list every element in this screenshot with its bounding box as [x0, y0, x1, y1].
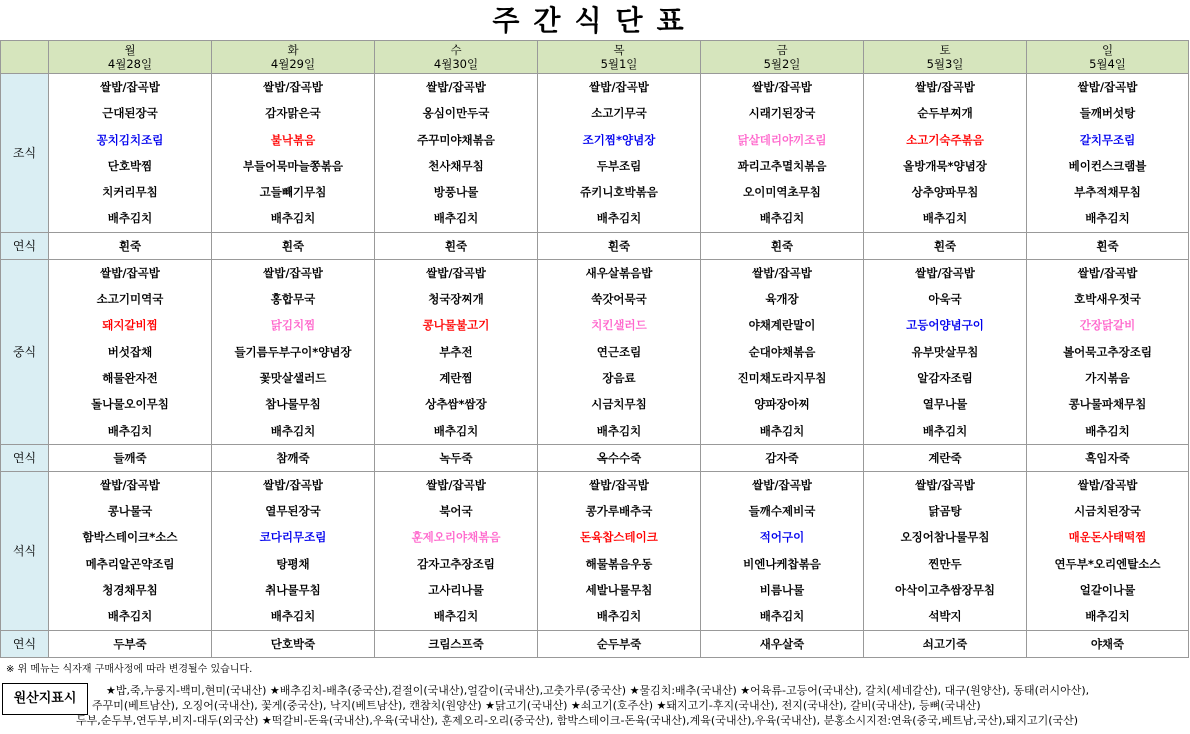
menu-item: 베이컨스크램블	[1068, 158, 1147, 173]
menu-cell	[1027, 74, 1189, 233]
menu-item: 아삭이고추쌈장무침	[895, 583, 995, 598]
menu-item: 천사채무침	[428, 158, 484, 173]
menu-item: 가지볶음	[1085, 370, 1130, 385]
header-row	[1, 41, 1189, 74]
menu-item: 육개장	[765, 292, 799, 307]
snack-item: 옥수수죽	[538, 444, 701, 471]
menu-item: 배추김치	[1085, 423, 1130, 438]
menu-item: 근대된장국	[102, 106, 158, 121]
snack-item: 흑임자죽	[1027, 444, 1189, 471]
menu-item: 올방개묵*양념장	[903, 158, 987, 173]
menu-item: 들기름두부구이*양념장	[234, 344, 352, 359]
menu-item: 장음료	[602, 370, 636, 385]
menu-item: 쌀밥/잡곡밥	[1077, 80, 1138, 94]
menu-item: 석박지	[928, 609, 962, 624]
menu-item: 취나물무침	[265, 583, 321, 598]
menu-item: 상추쌈*쌈장	[425, 397, 487, 412]
menu-item: 쌀밥/잡곡밥	[915, 477, 975, 492]
menu-item: 치킨샐러드	[591, 318, 647, 333]
menu-item: 메추리알곤약조림	[85, 556, 175, 571]
menu-item: 단호박찜	[107, 158, 153, 173]
menu-item: 배추김치	[596, 211, 642, 226]
menu-item: 배추김치	[107, 423, 153, 438]
menu-item: 두부조림	[596, 158, 642, 173]
menu-item: 양파장아찌	[754, 397, 810, 412]
menu-item: 연두부*오리엔탈소스	[1054, 556, 1161, 571]
menu-item: 주꾸미야채볶음	[417, 132, 495, 147]
menu-item: 호박새우젓국	[1074, 292, 1141, 307]
menu-item: 코다리무조림	[259, 530, 327, 545]
menu-item: 북어국	[439, 504, 473, 519]
menu-item: 배추김치	[596, 609, 642, 624]
menu-item: 배추김치	[270, 609, 316, 624]
menu-item: 쌀밥/잡곡밥	[589, 80, 649, 94]
menu-item: 세발나물무침	[585, 583, 653, 598]
snack-item: 크림스프죽	[375, 630, 538, 657]
menu-item: 해물볶음우동	[585, 556, 653, 571]
menu-item: 소고기무국	[591, 106, 647, 121]
menu-item: 간장닭갈비	[1079, 318, 1136, 333]
menu-item: 시금치된장국	[1074, 504, 1141, 519]
menu-item: 콩나물불고기	[422, 318, 490, 333]
origin-line-3: 두부,순두부,연두부,비지-대두(외국산) ★떡갈비-돈육(국내산),우육(국내산), 훈제오리-오리(중국산), 함박스테이크-돈육(국내산),계육(국내산),우육(국내산), 분홍소시지전:연육(중국,베트남,국산),돼지고기(국산)	[76, 714, 1079, 727]
menu-item: 청국장찌개	[428, 292, 484, 307]
menu-item: 새우살볶음밥	[585, 265, 653, 280]
menu-item: 유부맛살무침	[911, 344, 979, 359]
menu-cell	[1027, 471, 1189, 630]
menu-item: 청경채무침	[102, 583, 158, 598]
day-name: 일	[1101, 43, 1114, 57]
menu-item: 배추김치	[270, 423, 316, 438]
menu-item: 배추김치	[1085, 211, 1130, 226]
menu-item: 순대야채볶음	[748, 344, 816, 359]
menu-item: 배추김치	[107, 609, 153, 624]
menu-item: 쌀밥/잡곡밥	[915, 265, 975, 280]
day-header	[212, 41, 375, 74]
menu-item: 시금치무침	[591, 397, 647, 412]
menu-item: 쌀밥/잡곡밥	[100, 477, 160, 492]
menu-item: 콩나물국	[107, 504, 153, 519]
menu-item: 탕평채	[276, 556, 310, 571]
menu-item: 배추김치	[433, 609, 479, 624]
menu-item: 감자고추장조림	[417, 556, 495, 571]
menu-cell	[701, 74, 864, 233]
menu-item: 쌀밥/잡곡밥	[263, 477, 323, 492]
menu-item: 치커리무침	[102, 185, 158, 200]
menu-cell	[375, 259, 538, 444]
menu-item: 배추김치	[922, 211, 968, 226]
day-name: 월	[124, 43, 136, 57]
menu-item: 시래기된장국	[748, 106, 816, 121]
snack-item: 흰죽	[1027, 232, 1189, 259]
snack-item: 흰죽	[864, 232, 1027, 259]
menu-item: 비름나물	[759, 583, 805, 598]
menu-item: 버섯잡채	[107, 344, 153, 359]
menu-cell	[212, 259, 375, 444]
menu-item: 쥬키니호박볶음	[580, 185, 658, 200]
menu-cell	[864, 259, 1027, 444]
menu-item: 닭김치찜	[270, 318, 316, 333]
menu-cell	[375, 74, 538, 233]
menu-item: 함박스테이크*소스	[82, 530, 178, 545]
menu-item: 옹심이만두국	[422, 106, 490, 121]
menu-item: 계란찜	[439, 370, 473, 385]
menu-cell	[864, 74, 1027, 233]
menu-item: 볼어묵고추장조림	[1063, 344, 1152, 359]
menu-cell	[864, 471, 1027, 630]
menu-item: 돈육찹스테이크	[580, 530, 658, 545]
snack-row-1	[1, 232, 1189, 259]
snack-item: 흰죽	[701, 232, 864, 259]
day-header	[49, 41, 212, 74]
menu-item: 배추김치	[1085, 609, 1130, 624]
menu-item: 쌀밥/잡곡밥	[752, 477, 812, 492]
day-name: 수	[450, 43, 462, 57]
menu-cell	[701, 259, 864, 444]
menu-item: 배추김치	[433, 423, 479, 438]
snack-item: 쇠고기죽	[864, 630, 1027, 657]
menu-item: 닭곰탕	[928, 504, 962, 519]
menu-item: 돼지갈비찜	[102, 318, 158, 333]
snack-row-2-label: 연식	[1, 444, 49, 471]
snack-row-3	[1, 630, 1189, 657]
menu-item: 쌀밥/잡곡밥	[263, 265, 323, 280]
menu-item: 감자맑은국	[265, 106, 321, 121]
menu-item: 알감자조림	[917, 370, 973, 385]
menu-item: 고들빼기무침	[259, 185, 327, 200]
origin-label: 원산지표시	[2, 683, 88, 715]
menu-item: 고등어양념구이	[906, 318, 984, 333]
menu-item: 얼갈이나물	[1079, 583, 1136, 598]
menu-cell	[212, 471, 375, 630]
menu-item: 꽈리고추멸치볶음	[737, 158, 827, 173]
menu-item: 조기찜*양념장	[582, 132, 656, 147]
menu-item: 들깨버섯탕	[1079, 106, 1136, 121]
day-header	[864, 41, 1027, 74]
day-header	[1027, 41, 1189, 74]
day-name: 목	[613, 43, 625, 57]
menu-cell	[538, 74, 701, 233]
menu-item: 부추적채무침	[1074, 185, 1141, 200]
menu-cell	[701, 471, 864, 630]
header-corner	[1, 41, 49, 74]
menu-item: 찐만두	[928, 556, 962, 571]
menu-item: 훈제오리야채볶음	[411, 530, 501, 545]
menu-item: 꽁치김치조림	[96, 132, 164, 147]
menu-item: 상추양파무침	[911, 185, 979, 200]
page-title: 주간식단표	[492, 4, 698, 37]
menu-item: 쌀밥/잡곡밥	[426, 265, 486, 280]
menu-item: 비엔나케찹볶음	[743, 556, 821, 571]
menu-item: 쌀밥/잡곡밥	[100, 80, 160, 94]
menu-item: 부추전	[439, 344, 473, 359]
menu-item: 갈치무조림	[1079, 132, 1136, 147]
menu-cell	[212, 74, 375, 233]
menu-cell	[538, 259, 701, 444]
menu-item: 배추김치	[270, 211, 316, 226]
menu-cell	[49, 471, 212, 630]
menu-item: 쌀밥/잡곡밥	[915, 80, 975, 94]
menu-item: 소고기숙주볶음	[906, 132, 984, 147]
menu-item: 쌀밥/잡곡밥	[263, 80, 323, 94]
menu-item: 쌀밥/잡곡밥	[100, 265, 160, 280]
menu-item: 쌀밥/잡곡밥	[426, 80, 486, 94]
lunch-row	[1, 259, 1189, 444]
menu-cell	[538, 471, 701, 630]
snack-item: 야채죽	[1027, 630, 1189, 657]
menu-item: 홍합무국	[270, 292, 316, 307]
menu-item: 적어구이	[759, 530, 805, 545]
menu-item: 배추김치	[759, 211, 805, 226]
menu-item: 쌀밥/잡곡밥	[1077, 265, 1138, 280]
dinner-row-label: 석식	[1, 471, 49, 630]
menu-item: 배추김치	[922, 423, 968, 438]
snack-item: 흰죽	[212, 232, 375, 259]
menu-item: 오징어참나물무침	[900, 530, 990, 545]
menu-item: 배추김치	[759, 609, 805, 624]
snack-row-3-label: 연식	[1, 630, 49, 657]
breakfast-row	[1, 74, 1189, 233]
menu-item: 오이미역초무침	[743, 185, 821, 200]
snack-row-2	[1, 444, 1189, 471]
menu-item: 열무나물	[922, 397, 968, 412]
menu-cell	[375, 471, 538, 630]
menu-item: 참나물무침	[265, 397, 321, 412]
snack-item: 녹두죽	[375, 444, 538, 471]
menu-item: 부들어묵마늘쫑볶음	[243, 158, 343, 173]
origin-line-2: 주꾸미(베트남산), 오징어(국내산), 꽃게(중국산), 낙지(베트남산), 캔참치(원양산) ★닭고기(국내산) ★쇠고기(호주산) ★돼지고기-후지(국내산), 전지(국내산), 갈비(국내산), 등뼈(국내산)	[92, 699, 981, 712]
snack-row-1-label: 연식	[1, 232, 49, 259]
snack-item: 단호박죽	[212, 630, 375, 657]
menu-item: 순두부찌개	[917, 106, 973, 121]
menu-item: 야채계란말이	[748, 318, 816, 333]
day-name: 금	[776, 43, 788, 57]
snack-item: 흰죽	[49, 232, 212, 259]
menu-item: 쑥갓어묵국	[591, 292, 647, 307]
day-date: 5월3일	[926, 57, 964, 71]
day-name: 토	[939, 43, 951, 57]
day-date: 4월28일	[107, 57, 153, 71]
menu-item: 배추김치	[107, 211, 153, 226]
menu-item: 콩나물파채무침	[1068, 397, 1147, 412]
snack-item: 순두부죽	[538, 630, 701, 657]
snack-item: 두부죽	[49, 630, 212, 657]
menu-item: 쌀밥/잡곡밥	[752, 265, 812, 280]
menu-cell	[49, 74, 212, 233]
day-date: 5월4일	[1089, 57, 1126, 71]
menu-item: 콩가루배추국	[585, 504, 653, 519]
day-date: 5월1일	[600, 57, 638, 71]
snack-item: 들깨죽	[49, 444, 212, 471]
menu-cell	[49, 259, 212, 444]
menu-item: 돌나물오이무침	[91, 397, 169, 412]
day-header	[538, 41, 701, 74]
dinner-row	[1, 471, 1189, 630]
menu-item: 불낙볶음	[270, 132, 316, 147]
menu-item: 쌀밥/잡곡밥	[752, 80, 812, 94]
weekly-menu-table	[0, 40, 1189, 658]
lunch-row-label: 중식	[1, 259, 49, 444]
day-header	[701, 41, 864, 74]
menu-cell	[1027, 259, 1189, 444]
day-header	[375, 41, 538, 74]
menu-item: 쌀밥/잡곡밥	[589, 477, 649, 492]
menu-item: 닭살데리야끼조림	[737, 132, 827, 147]
menu-item: 고사리나물	[428, 583, 484, 598]
snack-item: 감자죽	[701, 444, 864, 471]
menu-item: 들깨수제비국	[748, 504, 816, 519]
snack-item: 흰죽	[375, 232, 538, 259]
menu-item: 소고기미역국	[96, 292, 164, 307]
menu-item: 배추김치	[433, 211, 479, 226]
menu-item: 꽃맛살샐러드	[259, 370, 327, 385]
menu-item: 아욱국	[928, 292, 962, 307]
menu-item: 진미채도라지무침	[737, 370, 827, 385]
snack-item: 계란죽	[864, 444, 1027, 471]
menu-item: 배추김치	[759, 423, 805, 438]
menu-item: 쌀밥/잡곡밥	[1077, 477, 1138, 492]
day-date: 4월30일	[433, 57, 479, 71]
menu-item: 쌀밥/잡곡밥	[426, 477, 486, 492]
menu-item: 열무된장국	[265, 504, 321, 519]
notice-text: ※ 위 메뉴는 식자재 구매사정에 따라 변경될수 있습니다.	[6, 664, 253, 675]
menu-item: 방풍나물	[433, 185, 479, 200]
day-name: 화	[287, 43, 299, 57]
menu-item: 연근조림	[596, 344, 642, 359]
origin-line-1: ★밥,죽,누룽지-백미,현미(국내산) ★배추김치-배추(중국산),겉절이(국내산),얼갈이(국내산),고춧가루(중국산) ★물김치:배추(국내산) ★어육류-고등어(국내산), 갈치(세네갈산), 대구(원양산), 동태(러시아산),	[106, 684, 1090, 697]
snack-item: 새우살죽	[701, 630, 864, 657]
day-date: 5월2일	[763, 57, 801, 71]
menu-item: 해물완자전	[102, 370, 158, 385]
menu-item: 배추김치	[596, 423, 642, 438]
day-date: 4월29일	[270, 57, 316, 71]
snack-item: 흰죽	[538, 232, 701, 259]
menu-item: 매운돈사태떡찜	[1068, 530, 1147, 545]
snack-item: 참깨죽	[212, 444, 375, 471]
breakfast-row-label: 조식	[1, 74, 49, 233]
